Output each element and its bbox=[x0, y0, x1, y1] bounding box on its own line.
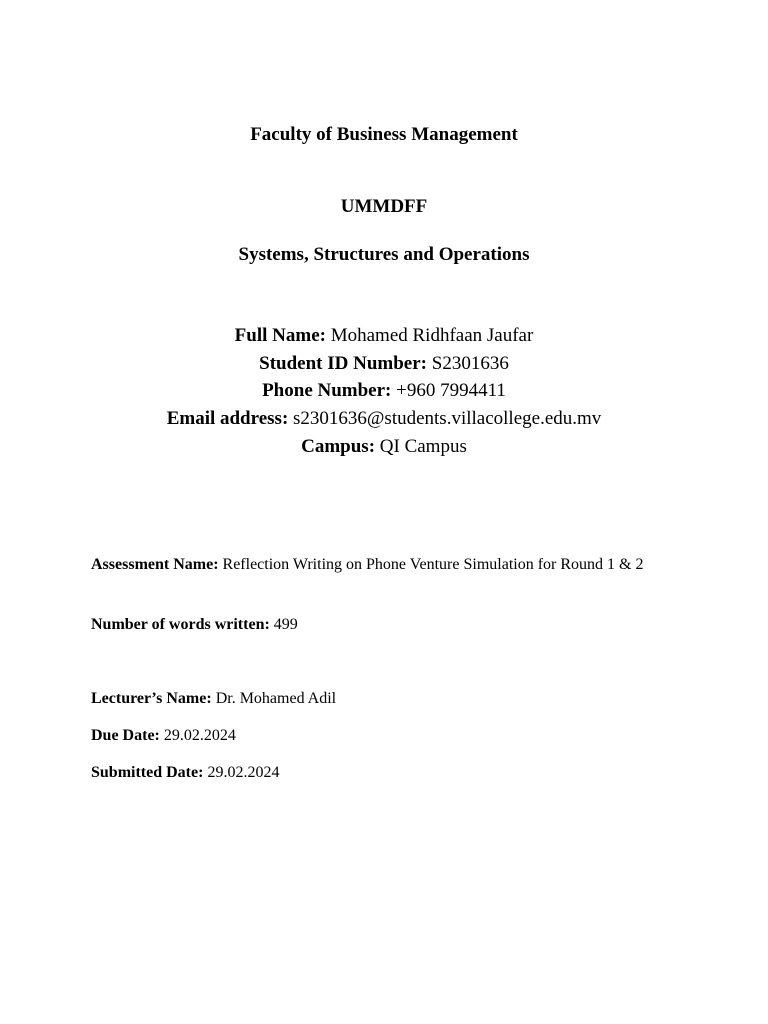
module-code: UMMDFF bbox=[340, 196, 428, 217]
full-name-value: Mohamed Ridhfaan Jaufar bbox=[330, 325, 534, 346]
module-title: Systems, Structures and Operations bbox=[238, 244, 530, 265]
submitted-date-label: Submitted Date: bbox=[91, 764, 204, 781]
word-count-line bbox=[91, 613, 681, 636]
email-value: s2301636@students.villacollege.edu.mv bbox=[293, 408, 602, 429]
assessment-name-line bbox=[91, 553, 681, 576]
full-name-line bbox=[0, 325, 768, 347]
email-label: Email address: bbox=[166, 408, 289, 429]
due-date-line bbox=[91, 724, 681, 747]
student-id-label: Student ID Number: bbox=[259, 353, 428, 374]
student-id-line bbox=[0, 353, 768, 375]
lecturer-line bbox=[91, 687, 681, 710]
email-line bbox=[0, 408, 768, 430]
submitted-date-value: 29.02.2024 bbox=[207, 764, 280, 781]
lecturer-value: Dr. Mohamed Adil bbox=[215, 690, 337, 707]
assessment-name-value: Reflection Writing on Phone Venture Simulation for Round 1 & 2 bbox=[222, 556, 644, 573]
submitted-date-line bbox=[91, 761, 681, 784]
phone-value: +960 7994411 bbox=[396, 380, 506, 401]
word-count-label: Number of words written: bbox=[91, 616, 270, 633]
assessment-name-label: Assessment Name: bbox=[91, 556, 219, 573]
campus-label: Campus: bbox=[301, 436, 376, 457]
phone-line bbox=[0, 380, 768, 402]
full-name-label: Full Name: bbox=[234, 325, 326, 346]
due-date-value: 29.02.2024 bbox=[163, 727, 236, 744]
student-id-value: S2301636 bbox=[431, 353, 509, 374]
due-date-label: Due Date: bbox=[91, 727, 160, 744]
campus-value: QI Campus bbox=[379, 436, 467, 457]
faculty-title: Faculty of Business Management bbox=[250, 124, 518, 145]
word-count-value: 499 bbox=[273, 616, 298, 633]
campus-line bbox=[0, 436, 768, 458]
phone-label: Phone Number: bbox=[262, 380, 392, 401]
lecturer-label: Lecturer’s Name: bbox=[91, 690, 212, 707]
